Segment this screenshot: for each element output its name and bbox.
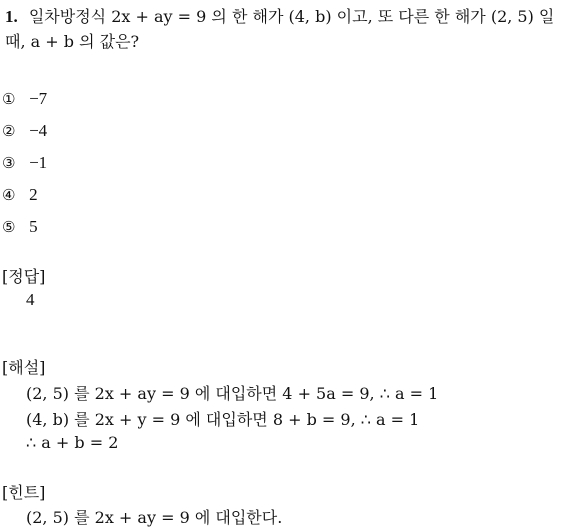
- choice-2[interactable]: [2, 121, 47, 141]
- choice-value: 5: [29, 217, 38, 236]
- choice-value: −1: [29, 153, 48, 172]
- question-line-2: 때, a + b 의 값은?: [5, 32, 140, 51]
- choice-1[interactable]: [2, 89, 47, 109]
- choice-mark: ①: [2, 90, 16, 108]
- choice-mark: ②: [2, 122, 16, 140]
- question-line-1: [5, 4, 554, 27]
- choice-value: 2: [29, 185, 38, 204]
- explanation-line-1: (2, 5) 를 2x + ay = 9 에 대입하면 4 + 5a = 9, ∴ a = 1: [26, 384, 439, 403]
- answer-value: 4: [26, 290, 35, 309]
- choice-value: −4: [29, 121, 48, 140]
- hint-line: (2, 5) 를 2x + ay = 9 에 대입한다.: [26, 508, 283, 527]
- choice-mark: ⑤: [2, 218, 16, 236]
- hint-label: [힌트]: [2, 483, 46, 502]
- explanation-line-3: ∴ a + b = 2: [26, 433, 119, 452]
- question-text: 일차방정식 2x + ay = 9 의 한 해가 (4, b) 이고, 또 다른 한 해가 (2, 5) 일: [28, 7, 555, 26]
- choice-mark: ④: [2, 186, 16, 204]
- explanation-label: [해설]: [2, 358, 46, 377]
- choice-5[interactable]: [2, 217, 38, 237]
- choice-value: −7: [29, 89, 48, 108]
- question-number: 1.: [5, 7, 18, 26]
- choice-mark: ③: [2, 154, 16, 172]
- explanation-line-2: (4, b) 를 2x + y = 9 에 대입하면 8 + b = 9, ∴ a = 1: [26, 410, 420, 429]
- choice-4[interactable]: [2, 185, 38, 205]
- choice-3[interactable]: [2, 153, 47, 173]
- answer-label: [정답]: [2, 267, 46, 286]
